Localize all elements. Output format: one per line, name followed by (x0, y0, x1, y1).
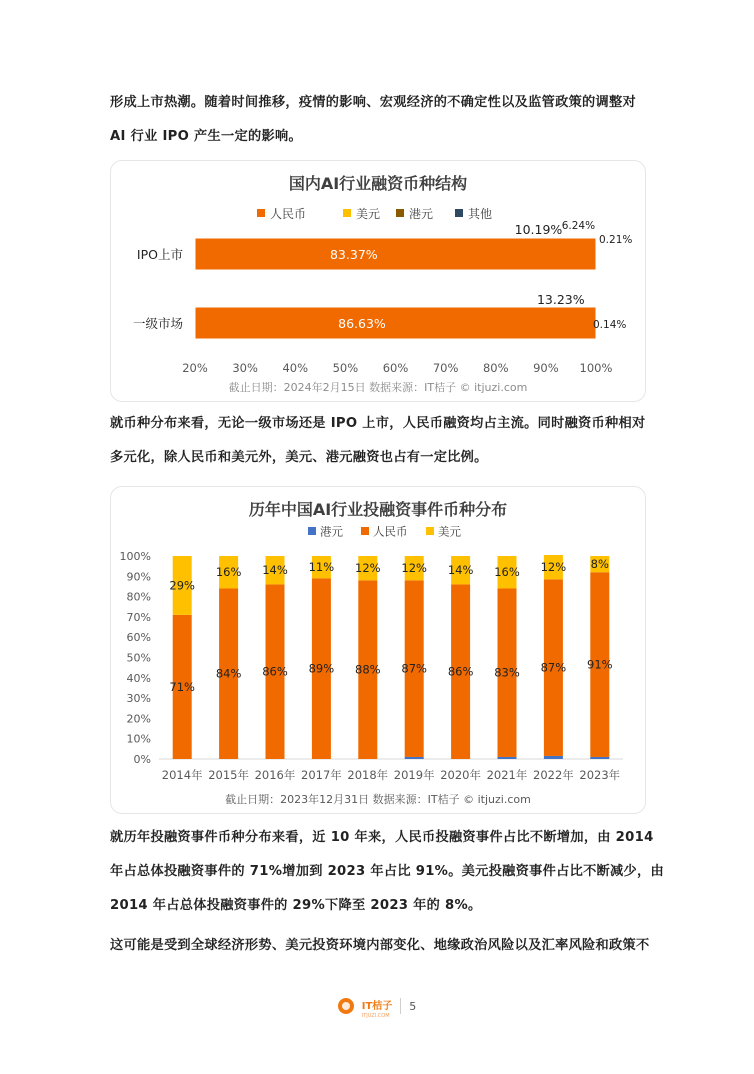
y-tick-label: 60% (126, 631, 151, 645)
paragraph-intro (110, 86, 644, 154)
x-tick-label: 90% (533, 361, 559, 375)
legend-label: 港元 (409, 207, 434, 221)
data-label: 14% (447, 563, 474, 578)
x-tick-label: 20% (182, 361, 208, 375)
y-tick-label: 20% (126, 712, 151, 726)
x-tick-label: 2019年 (393, 768, 435, 782)
x-tick-label: 40% (282, 361, 309, 375)
bar-segment (498, 757, 517, 759)
data-label: 0.14% (593, 319, 627, 331)
legend-swatch (426, 527, 434, 535)
data-label: 86% (262, 664, 288, 679)
bar-segment (195, 238, 596, 270)
x-tick-label: 50% (332, 361, 359, 375)
y-tick-label: 0% (133, 753, 151, 766)
x-tick-label: 2021年 (486, 768, 528, 782)
data-label: 91% (587, 657, 613, 672)
chart-title: 历年中国AI行业投融资事件币种分布 (248, 500, 508, 519)
x-tick-label: 2016年 (254, 768, 296, 782)
paragraph-last (110, 929, 650, 963)
chart-card-currency-structure (110, 160, 646, 402)
footer-divider (400, 998, 401, 1014)
data-label: 83.37% (329, 247, 378, 262)
data-label: 12% (540, 560, 567, 575)
chart-card-yearly-distribution (110, 486, 646, 814)
paragraph-currency-summary (110, 407, 644, 475)
legend-swatch (343, 209, 351, 217)
paragraph-line: 多元化，除人民币和美元外，美元、港元融资也占有一定比例。 (110, 450, 488, 465)
legend-label: 人民币 (373, 524, 408, 539)
y-tick-label: 10% (126, 732, 151, 746)
chart-source: 截止日期：2023年12月31日 数据来源：IT桔子 © itjuzi.com (225, 793, 531, 806)
footer-brand-name: IT桔子 (361, 1000, 393, 1012)
chart-yearly-distribution (111, 487, 645, 813)
x-tick-label: 100% (579, 361, 613, 375)
legend-swatch (455, 209, 463, 217)
legend-swatch (396, 209, 404, 217)
data-label: 8% (590, 557, 609, 572)
x-tick-label: 30% (232, 361, 258, 375)
bar-segment (405, 757, 424, 759)
x-tick-label: 70% (432, 361, 459, 375)
legend-swatch (308, 527, 316, 535)
y-tick-label: 40% (126, 671, 151, 685)
y-tick-label: 70% (126, 610, 151, 624)
category-label: 一级市场 (132, 316, 183, 331)
paragraph-line: 就历年投融资事件币种分布来看，近 10 年来，人民币投融资事件占比不断增加，由 2014 (110, 830, 654, 845)
y-tick-label: 80% (126, 590, 151, 604)
data-label: 88% (355, 662, 381, 677)
paragraph-line: 形成上市热潮。随着时间推移，疫情的影响、宏观经济的不确定性以及监管政策的调整对 (110, 95, 637, 110)
x-tick-label: 2017年 (301, 768, 342, 782)
legend-swatch (361, 527, 369, 535)
data-label: 86% (447, 664, 474, 679)
y-tick-label: 50% (126, 651, 151, 665)
data-label: 14% (262, 563, 288, 578)
x-tick-label: 2023年 (579, 768, 621, 782)
footer-brand (362, 994, 393, 1019)
data-label: 83% (494, 665, 520, 680)
paragraph-line: 年占总体投融资事件的 71%增加到 2023 年占比 91%。美元投融资事件占比不断减少，由 (110, 864, 664, 879)
y-tick-label: 100% (119, 550, 151, 563)
legend-label: 美元 (438, 524, 461, 539)
bar-segment (544, 756, 563, 759)
bar-segment (590, 757, 609, 759)
paragraph-line: 这可能是受到全球经济形势、美元投资环境内部变化、地缘政治风险以及汇率风险和政策不 (110, 938, 650, 953)
paragraph-line: 就币种分布来看，无论一级市场还是 IPO 上市，人民币融资均占主流。同时融资币种相对 (110, 416, 646, 431)
x-tick-label: 2022年 (533, 768, 574, 782)
y-tick-label: 30% (126, 692, 151, 706)
data-label: 10.19% (514, 222, 563, 237)
chart-source: 截止日期：2024年2月15日 数据来源：IT桔子 © itjuzi.com (228, 381, 528, 394)
paragraph-line: 2014 年占总体投融资事件的 29%下降至 2023 年的 8%。 (110, 898, 482, 913)
data-label: 13.23% (536, 292, 585, 307)
legend-label: 其他 (468, 207, 493, 221)
data-label: 12% (355, 561, 381, 576)
data-label: 16% (494, 565, 520, 580)
data-label: 87% (401, 661, 427, 676)
data-label: 29% (169, 578, 195, 593)
paragraph-line: AI 行业 IPO 产生一定的影响。 (110, 129, 302, 144)
category-label: IPO上市 (136, 247, 183, 262)
bar-segment (195, 307, 596, 339)
data-label: 89% (308, 661, 335, 676)
paragraph-trend (110, 821, 664, 923)
x-tick-label: 80% (482, 361, 509, 375)
data-label: 6.24% (561, 220, 596, 232)
y-tick-label: 90% (126, 570, 151, 584)
data-label: 71% (169, 679, 195, 694)
data-label: 86.63% (338, 316, 386, 331)
x-tick-label: 2014年 (161, 768, 203, 782)
x-tick-label: 2020年 (440, 768, 481, 782)
legend-label: 港元 (320, 524, 343, 539)
data-label: 16% (215, 565, 242, 580)
chart-title: 国内AI行业融资币种结构 (288, 174, 468, 193)
legend-swatch (257, 209, 265, 217)
data-label: 84% (215, 666, 242, 681)
data-label: 11% (308, 560, 335, 575)
page-number: 5 (409, 999, 417, 1013)
orange-logo-icon (338, 998, 354, 1014)
legend-label: 美元 (356, 207, 381, 221)
chart-currency-structure (111, 161, 645, 401)
data-label: 12% (401, 561, 427, 576)
x-tick-label: 2015年 (208, 768, 249, 782)
footer-brand-sub: ITJUZI.COM (361, 1012, 390, 1019)
x-tick-label: 2018年 (347, 768, 389, 782)
x-tick-label: 60% (382, 361, 409, 375)
page-footer (0, 994, 754, 1018)
data-label: 87% (540, 660, 567, 675)
legend-label: 人民币 (270, 207, 307, 221)
data-label: 0.21% (599, 234, 633, 246)
